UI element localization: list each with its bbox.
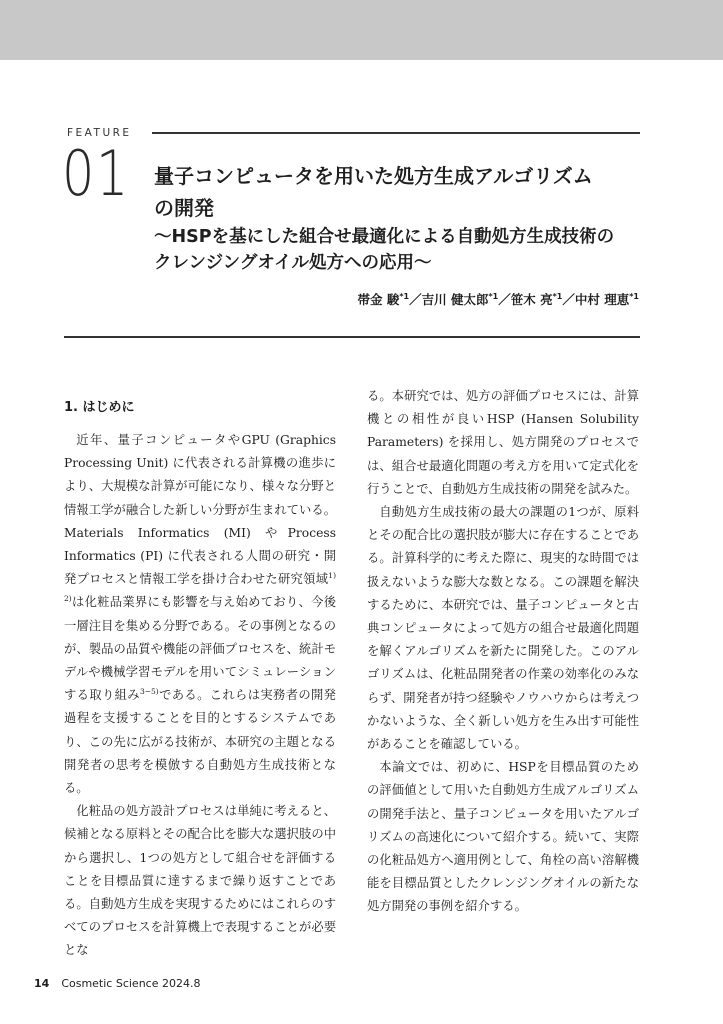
feature-number: 01 xyxy=(62,137,130,210)
author-separator: ／ xyxy=(409,292,422,307)
paragraph-continued: る。本研究では、処方の評価プロセスには、計算機との相性が良いHSP (Hansen Solubility Parameters) を採用し、処方開発のプロセスでは、組合せ最適化問題の考え方を用いて定式化を行うことで、自動処方生成技術の開発を試みた。 xyxy=(367,389,639,496)
paragraph: 自動処方生成技術の最大の課題の1つが、原料とその配合比の選択肢が膨大に存在することである。計算科学的に考えた際に、現実的な時間では扱えないような膨大な数となる。この課題を解決するために、本研究では、量子コンピュータと古典コンピュータによって処方の組合せ最適化問題を解くアルゴリズムを新たに開発した。このアルゴリズムは、化粧品開発者の作業の効率化のみならず、開発者が持つ経験やノウハウからは考えつかないような、全く新しい処方を生み出す可能性があることを確認している。 xyxy=(367,505,639,752)
header-band xyxy=(0,0,723,60)
feature-label: FEATURE xyxy=(67,127,132,139)
paragraph xyxy=(64,429,336,800)
paragraph-text: は化粧品業界にも影響を与え始めており、今後一層注目を集める分野である。その事例となるのが、製品の品質や機能の評価プロセスを、統計モデルや機械学習モデルを用いてシミュレーションする取り組み xyxy=(64,595,336,703)
affiliation-mark: *1 xyxy=(552,291,563,301)
author-name: 笹木 亮 xyxy=(510,292,553,307)
page-footer xyxy=(34,977,200,990)
title-main-line-1: 量子コンピュータを用いた処方生成アルゴリズム xyxy=(154,164,593,188)
paragraph: 化粧品の処方設計プロセスは単純に考えると、候補となる原料とその配合比を膨大な選択肢の中から選択し、1つの処方として組合せを評価することを目標品質に達するまで繰り返すことである。自動処方生成を実現するためにはこれらのすべてのプロセスを計算機上で表現することが必要とな xyxy=(64,804,336,958)
author-name: 吉川 健太郎 xyxy=(421,292,489,307)
reference-citation: 3−5) xyxy=(139,687,159,697)
paragraph: 本論文では、初めに、HSPを目標品質のための評価値として用いた自動処方生成アルゴリズムの開発手法と、量子コンピュータを用いたアルゴリズムの高速化について紹介する。続いて、実際の化粧品処方へ適用例として、角栓の高い溶解機能を目標品質としたクレンジングオイルの新たな処方開発の事例を紹介する。 xyxy=(367,760,639,914)
title-rule-top xyxy=(152,132,640,134)
affiliation-mark: *1 xyxy=(399,291,410,301)
body-column-left xyxy=(64,398,336,963)
title-rule-bottom xyxy=(64,336,640,338)
author-name: 帯金 駿 xyxy=(357,292,400,307)
subtitle-line-1: 〜HSPを基にした組合せ最適化による自動処方生成技術の xyxy=(154,227,615,247)
paragraph-text: である。これらは実務者の開発過程を支援することを目的とするシステムであり、この先に広がる技術が、本研究の主題となる開発者の思考を模倣する自動処方生成技術となる。 xyxy=(64,688,336,796)
title-main-line-2: の開発 xyxy=(154,196,214,220)
author-separator: ／ xyxy=(498,292,511,307)
affiliation-mark: *1 xyxy=(488,291,499,301)
subtitle-line-2: クレンジングオイル処方への応用〜 xyxy=(154,253,432,273)
section-heading: 1. はじめに xyxy=(64,400,135,415)
article-title xyxy=(154,160,640,276)
author-name: 中村 理恵 xyxy=(574,292,630,307)
reference-citation: 1) 2) xyxy=(64,571,336,604)
journal-issue: Cosmetic Science 2024.8 xyxy=(61,977,201,990)
author-list xyxy=(358,290,639,308)
paragraph-text: 近年、量子コンピュータやGPU (Graphics Processing Unit) に代表される計算機の進歩により、大規模な計算が可能になり、様々な分野と情報工学が融合した新しい分野が生まれている。Materials Informatics (MI) やProcess Informatics (PI) に代表される人間の研究・開発プロセスと情報工学を掛け合わせた研究領域 xyxy=(64,433,336,587)
page-number: 14 xyxy=(34,977,50,990)
affiliation-mark: *1 xyxy=(629,291,639,301)
author-separator: ／ xyxy=(562,292,575,307)
body-column-right xyxy=(367,385,639,919)
